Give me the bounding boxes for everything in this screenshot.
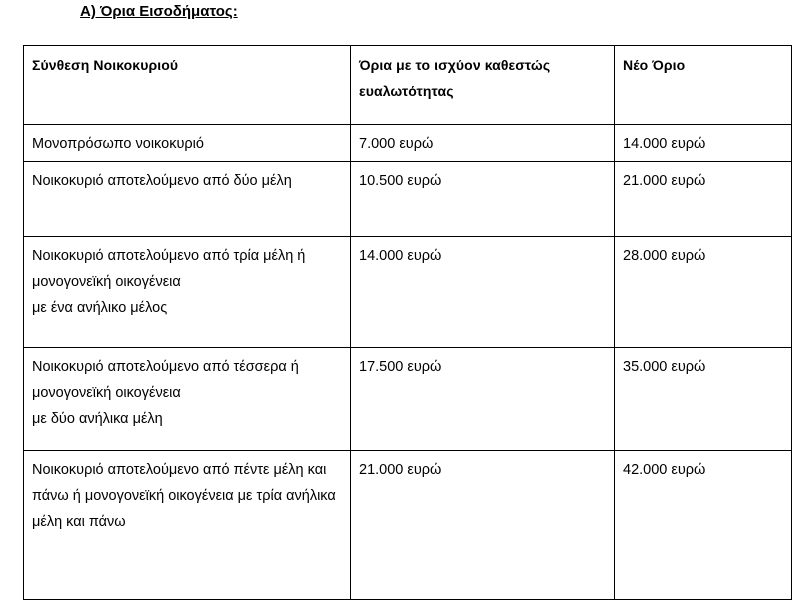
section-heading: A) Όρια Εισοδήματος: bbox=[80, 3, 238, 20]
table-row bbox=[24, 348, 792, 451]
table-header-row bbox=[24, 46, 792, 125]
current-limit-cell: 10.500 ευρώ bbox=[351, 162, 615, 237]
household-composition-cell: Νοικοκυριό αποτελούμενο από δύο μέλη bbox=[24, 162, 351, 237]
household-composition-cell: Νοικοκυριό αποτελούμενο από πέντε μέλη και πάνω ή μονογονεϊκή οικογένεια με τρία ανήλικα μέλη και πάνω bbox=[24, 451, 351, 600]
new-limit-cell: 28.000 ευρώ bbox=[615, 237, 792, 348]
new-limit-cell: 35.000 ευρώ bbox=[615, 348, 792, 451]
household-composition-cell: Μονοπρόσωπο νοικοκυριό bbox=[24, 125, 351, 162]
header-household-composition: Σύνθεση Νοικοκυριού bbox=[24, 46, 351, 125]
new-limit-cell: 42.000 ευρώ bbox=[615, 451, 792, 600]
current-limit-cell: 7.000 ευρώ bbox=[351, 125, 615, 162]
header-new-limit: Νέο Όριο bbox=[615, 46, 792, 125]
household-composition-cell: Νοικοκυριό αποτελούμενο από τρία μέλη ή μονογονεϊκή οικογένεια με ένα ανήλικο μέλος bbox=[24, 237, 351, 348]
new-limit-cell: 21.000 ευρώ bbox=[615, 162, 792, 237]
current-limit-cell: 14.000 ευρώ bbox=[351, 237, 615, 348]
new-limit-cell: 14.000 ευρώ bbox=[615, 125, 792, 162]
table-row bbox=[24, 451, 792, 600]
table-row bbox=[24, 162, 792, 237]
household-composition-cell: Νοικοκυριό αποτελούμενο από τέσσερα ή μονογονεϊκή οικογένεια με δύο ανήλικα μέλη bbox=[24, 348, 351, 451]
current-limit-cell: 21.000 ευρώ bbox=[351, 451, 615, 600]
table-row bbox=[24, 125, 792, 162]
income-limits-table bbox=[23, 45, 792, 600]
header-current-limits: Όρια με το ισχύον καθεστώς ευαλωτότητας bbox=[351, 46, 615, 125]
current-limit-cell: 17.500 ευρώ bbox=[351, 348, 615, 451]
table-row bbox=[24, 237, 792, 348]
